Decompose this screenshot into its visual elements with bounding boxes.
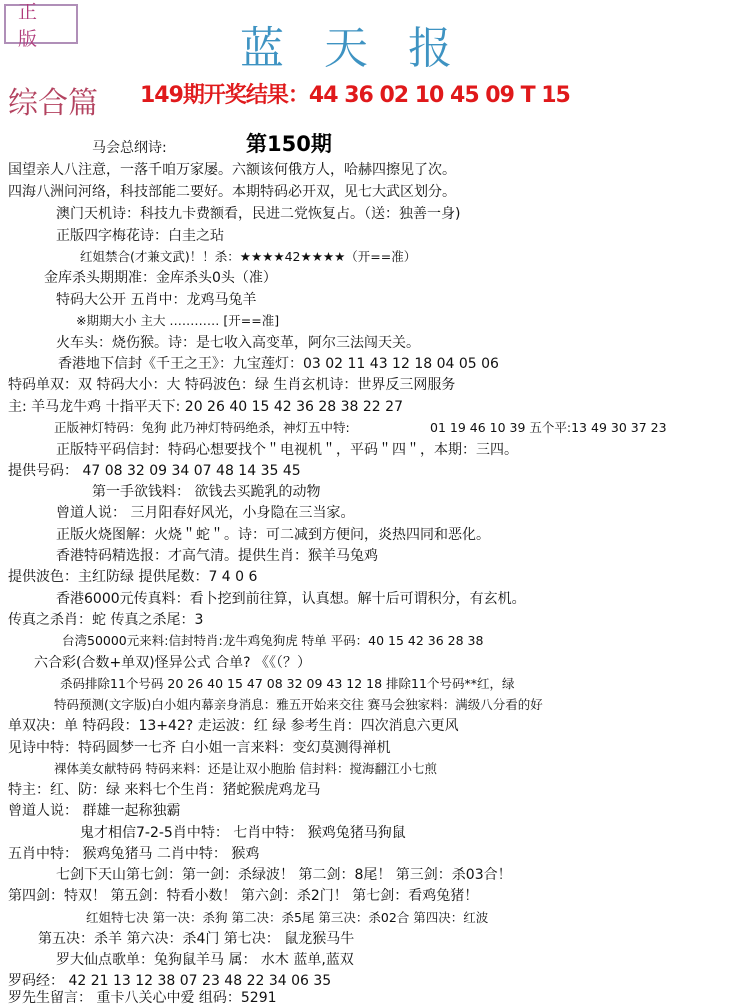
text-line: 金库杀头期期准：金库杀头0头（准） bbox=[44, 270, 277, 286]
text-line: 红姐特七决 第一决：杀狗 第二决：杀5尾 第三决：杀02合 第四决：红波 bbox=[86, 910, 489, 925]
text-line: 特码预测(文字版)白小姐内幕亲身消息：雅五开始来交往 赛马会独家料：满级八分看的好 bbox=[54, 697, 543, 712]
text-line: 五肖中特： 猴鸡兔猪马 二肖中特： 猴鸡 bbox=[8, 846, 260, 862]
text-line: 罗大仙点歌单：兔狗鼠羊马 属： 水木 蓝单,蓝双 bbox=[56, 952, 354, 968]
text-line: 正版四字梅花诗：白圭之玷 bbox=[56, 228, 224, 244]
text-line: 六合彩(合数+单双)怪异公式 合单? 《《（？） bbox=[34, 655, 311, 671]
text-line: 罗先生留言： 重卡八关心中爱 组码：5291 bbox=[8, 990, 277, 1006]
section-title: 综合篇 bbox=[8, 86, 98, 121]
text-line: 香港特码精选报：才高气清。提供生肖：猴羊马兔鸡 bbox=[56, 548, 378, 564]
poem-line: 四海八洲问河络，科技部能二要好。本期特码必开双，见七大武区划分。 bbox=[8, 184, 456, 200]
text-line: 主: 羊马龙牛鸡 十指平天下: 20 26 40 15 42 36 28 38 22 27 bbox=[8, 399, 403, 415]
previous-result: 149期开奖结果：44 36 02 10 45 09 T 15 bbox=[140, 83, 570, 108]
text-line: 曾道人说： 三月阳春好风光，小身隐在三当家。 bbox=[56, 505, 355, 521]
text-line: 特码大公开 五肖中：龙鸡马兔羊 bbox=[56, 292, 257, 308]
text-line: ※期期大小 主大 ………… [开==准] bbox=[76, 313, 280, 328]
text-line: 特主：红、防：绿 来料七个生肖：猪蛇猴虎鸡龙马 bbox=[8, 782, 321, 798]
text-line: 澳门天机诗：科技九卡费额看，民进二党恢复占。（送：独善一身) bbox=[56, 206, 461, 222]
text-line: 台湾50000元来料:信封特肖:龙牛鸡兔狗虎 特单 平码：40 15 42 36 28 38 bbox=[62, 633, 484, 648]
text-line: 红姐禁合(才兼文武)！！杀：★★★★42★★★★（开==准） bbox=[80, 249, 417, 264]
text-line: 罗码经： 42 21 13 12 38 07 23 48 22 34 06 35 bbox=[8, 973, 332, 989]
text-line: 第四剑：特双！ 第五剑：特看小数！ 第六剑：杀2门！ 第七剑：看鸡兔猪！ bbox=[8, 888, 479, 904]
authentic-stamp: 正 版 bbox=[4, 4, 78, 44]
text-line: 正版神灯特码：兔狗 此乃神灯特码绝杀，神灯五中特: bbox=[54, 420, 350, 435]
text-line: 第一手欲钱料： 欲钱去买跪乳的动物 bbox=[92, 484, 321, 500]
text-line: 裸体美女献特码 特码来料：还是让双小胞胎 信封料：搅海翻江小七煎 bbox=[54, 761, 437, 776]
text-line: 火车头：烧伤猴。诗：是七收入高变革，阿尔三法闯天关。 bbox=[56, 335, 420, 351]
text-line: 提供号码： 47 08 32 09 34 07 48 14 35 45 bbox=[8, 463, 301, 479]
text-line: 单双决：单 特码段：13+42? 走运波：红 绿 参考生肖：四次消息六更风 bbox=[8, 718, 459, 734]
text-line: 第五决：杀羊 第六决：杀4门 第七决： 鼠龙猴马牛 bbox=[38, 931, 355, 947]
poem-line: 国望亲人八注意，一落千咱万家屡。六额该何俄方人，哈赫四擦见了次。 bbox=[8, 162, 456, 178]
text-line: 01 19 46 10 39 五个平:13 49 30 37 23 bbox=[430, 420, 667, 435]
text-line: 见诗中特：特码圆梦一七齐 白小姐一言来料：变幻莫测得禅机 bbox=[8, 740, 391, 756]
masthead-title: 蓝天报 bbox=[240, 23, 492, 74]
text-line: 香港6000元传真料：看卜挖到前往算，认真想。解十后可谓积分，有玄机。 bbox=[56, 591, 526, 607]
text-line: 正版特平码信封：特码心想要找个＂电视机＂，平码＂四＂，本期：三四。 bbox=[56, 442, 518, 458]
text-line: 香港地下信封《千王之王》：九宝莲灯：03 02 11 43 12 18 04 05 06 bbox=[58, 356, 499, 372]
text-line: 七剑下天山第七剑：第一剑：杀绿波！ 第二剑：8尾！ 第三剑：杀03合！ bbox=[56, 867, 512, 883]
text-line: 传真之杀肖：蛇 传真之杀尾：3 bbox=[8, 612, 204, 628]
text-line: 正版火烧图解：火烧＂蛇＂。诗：可二减到方便问，炎热四同和恶化。 bbox=[56, 527, 490, 543]
issue-number: 第150期 bbox=[246, 132, 332, 156]
text-line: 杀码排除11个号码 20 26 40 15 47 08 32 09 43 12 18 排除11个号码**红，绿 bbox=[60, 676, 515, 691]
text-line: 提供波色：主红防绿 提供尾数：7 4 0 6 bbox=[8, 569, 258, 585]
poem-heading: 马会总纲诗: bbox=[92, 140, 167, 156]
text-line: 鬼才相信7-2-5肖中特： 七肖中特： 猴鸡兔猪马狗鼠 bbox=[80, 825, 406, 841]
text-line: 曾道人说： 群雄一起称独霸 bbox=[8, 803, 181, 819]
text-line: 特码单双：双 特码大小：大 特码波色：绿 生肖玄机诗：世界反三网服务 bbox=[8, 377, 456, 393]
